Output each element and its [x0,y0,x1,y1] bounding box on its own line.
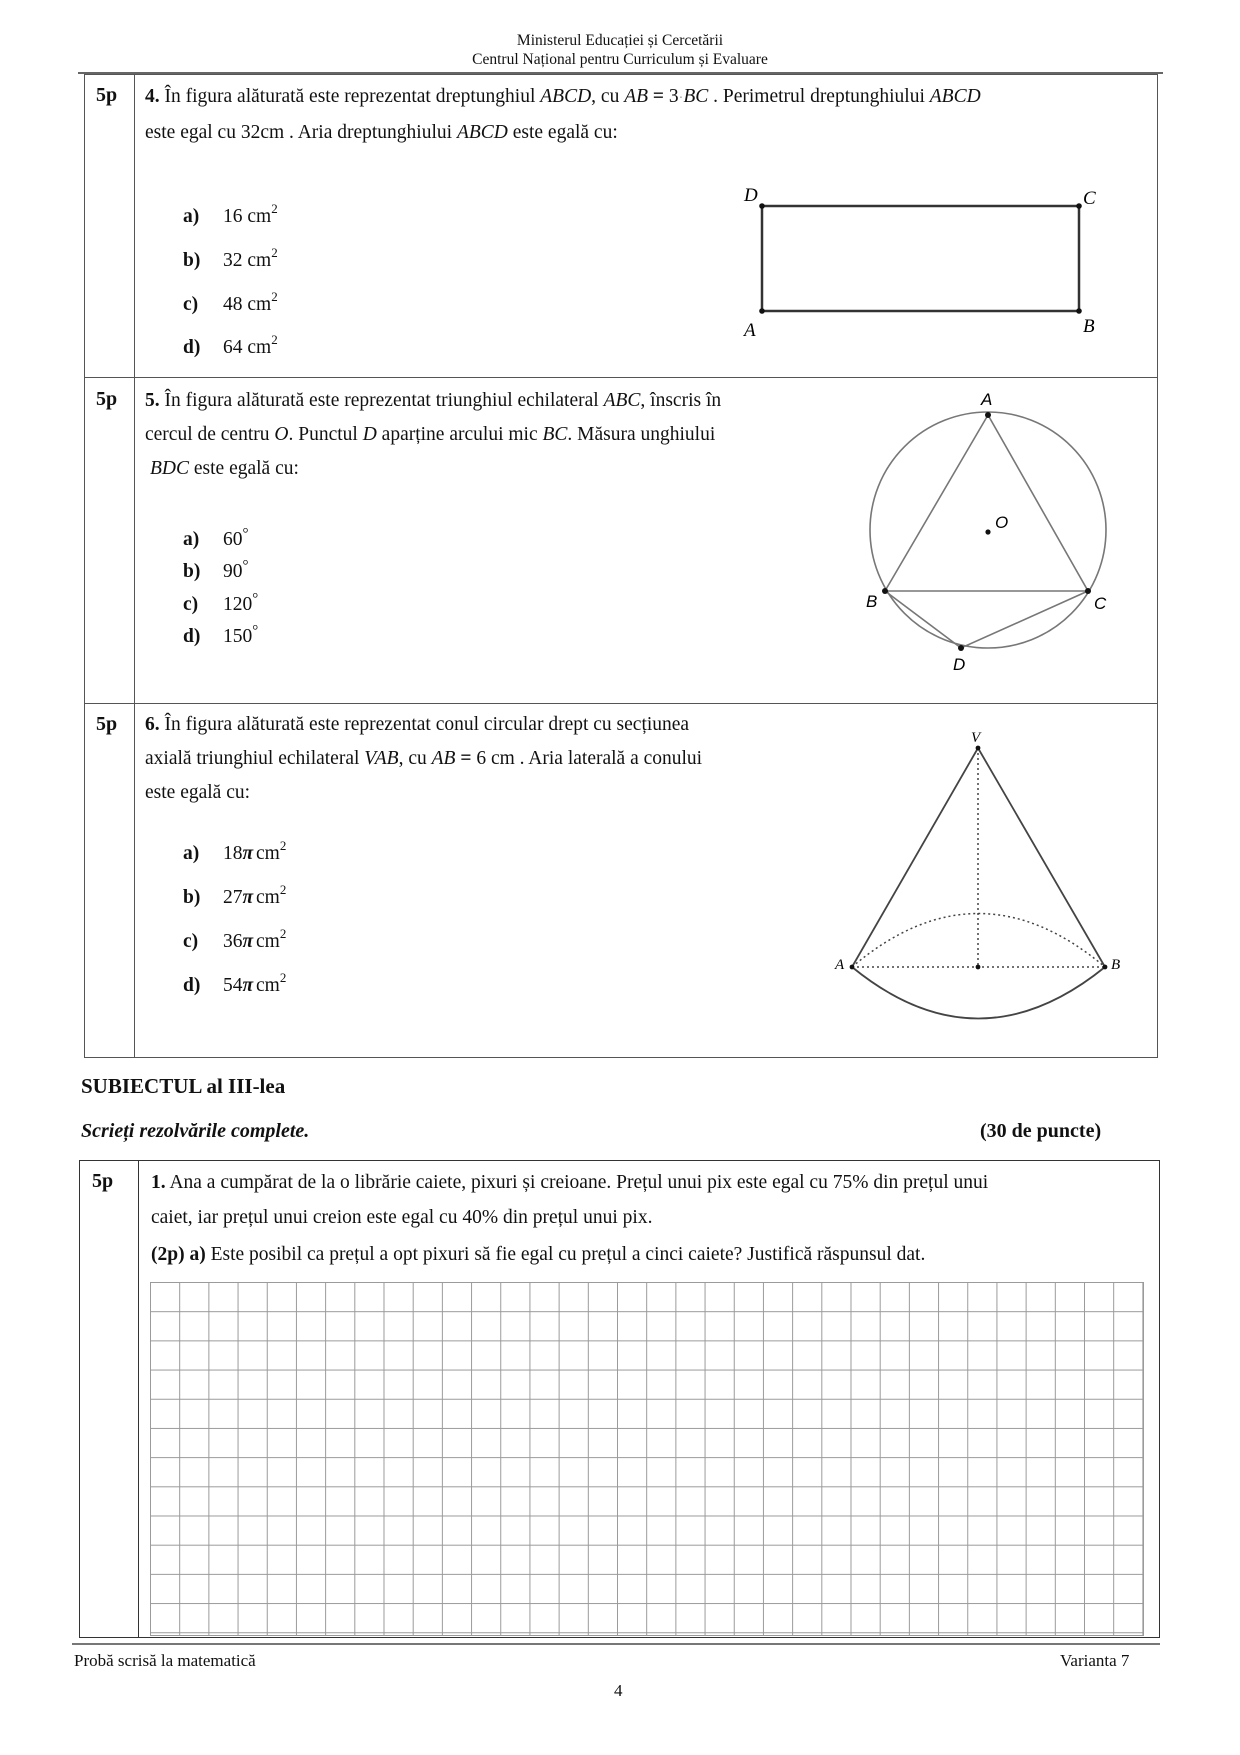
pi-symbol: π [242,887,252,908]
item6-option-b [183,882,287,909]
item5-option-d [183,623,259,648]
math-var: AB [431,748,456,769]
degree-sign: ° [242,558,249,574]
exponent: 2 [279,926,287,941]
subquestion-label: a) [189,1244,206,1265]
vertex-label-c: C [1083,188,1096,209]
text: 6 cm . Aria laterală a conului [476,748,703,769]
footer-exam-name: Probă scrisă la matematică [74,1651,256,1670]
option-value: 48 cm [223,294,272,315]
option-label: a) [183,206,200,227]
text: axială triunghiul echilateral [145,748,360,769]
option-value: 32 cm [223,250,272,271]
text: este egală cu: [512,122,618,143]
degree-sign: ° [252,623,259,639]
text: aparține arcului mic [381,424,538,445]
text: caiet, iar prețul unui creion este egal cu [151,1207,458,1228]
text: . Perimetrul dreptunghiului [713,86,925,107]
cone-figure [830,720,1130,1020]
text: din prețul unui [873,1172,989,1193]
math-var: BC [683,86,709,107]
option-value: 64 cm [223,337,272,358]
unit: cm [256,975,280,996]
pi-symbol: π [242,843,252,864]
exponent: 2 [271,201,278,216]
math-var: ABCD [929,86,981,107]
math-var: BC [542,424,568,445]
exponent: 2 [271,289,278,304]
item5-option-a [183,526,249,551]
option-value: 27 [223,887,243,908]
exponent: 2 [271,332,278,347]
subject3-instruction: Scrieți rezolvările complete. [81,1120,310,1142]
row-divider [84,377,1158,378]
item6-option-a [183,838,287,865]
option-label: d) [183,337,201,358]
option-label: b) [183,250,201,271]
points-column-divider [134,74,135,1058]
equals-sign: = [460,748,472,769]
item6-option-d [183,970,287,997]
item4-option-a [183,201,278,228]
rectangle-figure [730,175,1130,350]
subject3-total-points: (30 de puncte) [980,1120,1102,1142]
math-var: AB [624,86,649,107]
vertex-label-d: D [953,655,966,674]
subquestion-text: Este posibil ca prețul a opt pixuri să fie egal cu prețul a cinci caiete? Justifică răspunsul dat. [210,1244,926,1265]
footer-variant: Varianta 7 [1060,1651,1130,1670]
math-var: BDC [150,458,189,479]
item4-question [145,80,1150,150]
percent-value: 75% [832,1172,869,1193]
math-var: ABCD [540,86,592,107]
item5-option-b [183,558,249,583]
option-value: 16 cm [223,206,272,227]
degree-sign: ° [252,591,259,607]
vertex-label-a: A [744,320,756,341]
s3-item1-statement [151,1165,1156,1272]
math-var: ABCD [456,122,508,143]
unit: cm [256,887,280,908]
text: . Punctul [288,424,358,445]
inscribed-triangle-figure [860,385,1130,680]
vertex-label-a: A [835,957,845,973]
item6-question [145,708,825,810]
text: , cu [398,748,427,769]
value: 32cm [240,122,285,143]
header-ministry: Ministerul Educației și Cercetării [516,32,724,49]
multiply-dot: · [678,91,684,106]
vertex-label-b: B [1083,316,1095,337]
text: În figura alăturată este reprezentat triunghiul echilateral [164,390,599,411]
option-value: 18 [223,843,243,864]
option-value: 60 [223,529,243,550]
option-value: 54 [223,975,243,996]
option-value: 90 [223,561,243,582]
option-label: c) [183,594,199,615]
text: din prețul unui pix. [502,1207,653,1228]
option-value: 150 [223,626,253,647]
subject3-title: SUBIECTUL al III-lea [81,1074,286,1098]
vertex-label-a: A [981,390,993,409]
vertex-label-c: C [1094,594,1107,613]
text: cercul de centru [145,424,270,445]
item5-number: 5. [145,390,160,411]
text: Ana a cumpărat de la o librărie caiete, pixuri și creioane. Prețul unui pix este egal cu [169,1172,828,1193]
page-number: 4 [614,1681,623,1700]
points-column-divider [138,1160,139,1638]
item5-question [145,384,865,486]
item4-option-b [183,245,278,272]
text: . Aria dreptunghiului [289,122,453,143]
vertex-label-b: B [1111,957,1121,973]
item5-points: 5p [96,388,118,410]
math-var: D [362,424,377,445]
text: , cu [591,86,620,107]
item6-number: 6. [145,714,160,735]
pi-symbol: π [242,931,252,952]
option-label: c) [183,294,199,315]
text: . Măsura unghiului [567,424,716,445]
exponent: 2 [271,245,278,260]
pi-symbol: π [242,975,252,996]
vertex-label-v: V [971,730,981,746]
option-label: a) [183,529,200,550]
text: este egală cu: [193,458,299,479]
text: este egală cu: [145,782,251,803]
option-label: d) [183,975,201,996]
s3-item1-number: 1. [151,1172,166,1193]
option-label: b) [183,887,201,908]
math-var: ABC [603,390,641,411]
item4-points: 5p [96,84,118,106]
degree-sign: ° [242,526,249,542]
math-var: O [274,424,289,445]
item4-option-c [183,289,278,316]
option-value: 36 [223,931,243,952]
item6-points: 5p [96,713,118,735]
header-center: Centrul Național pentru Curriculum și Evaluare [472,51,768,68]
exponent: 2 [279,838,287,853]
math-var: VAB [364,748,399,769]
center-label-o: O [995,513,1009,532]
exponent: 2 [279,970,287,985]
item4-number: 4. [145,86,160,107]
exponent: 2 [279,882,287,897]
text: În figura alăturată este reprezentat dreptunghiul [164,86,536,107]
text: este egal cu [145,122,236,143]
vertex-label-d: D [744,185,758,206]
item4-option-d [183,332,278,359]
text: , înscris în [640,390,722,411]
footer-rule [72,1643,1160,1645]
subquestion-points: (2p) [151,1244,185,1265]
unit: cm [256,931,280,952]
item5-option-c [183,591,259,616]
text: În figura alăturată este reprezentat conul circular drept cu secțiunea [164,714,690,735]
vertex-label-b: B [866,592,878,611]
text: 3 [668,86,679,107]
percent-value: 40% [462,1207,499,1228]
s3-item1-points: 5p [92,1170,114,1192]
option-value: 120 [223,594,253,615]
equals-sign: = [652,86,665,107]
row-divider [84,703,1158,704]
item6-option-c [183,926,287,953]
option-label: c) [183,931,199,952]
unit: cm [256,843,280,864]
option-label: b) [183,561,201,582]
option-label: d) [183,626,201,647]
option-label: a) [183,843,200,864]
answer-grid[interactable] [150,1282,1144,1636]
